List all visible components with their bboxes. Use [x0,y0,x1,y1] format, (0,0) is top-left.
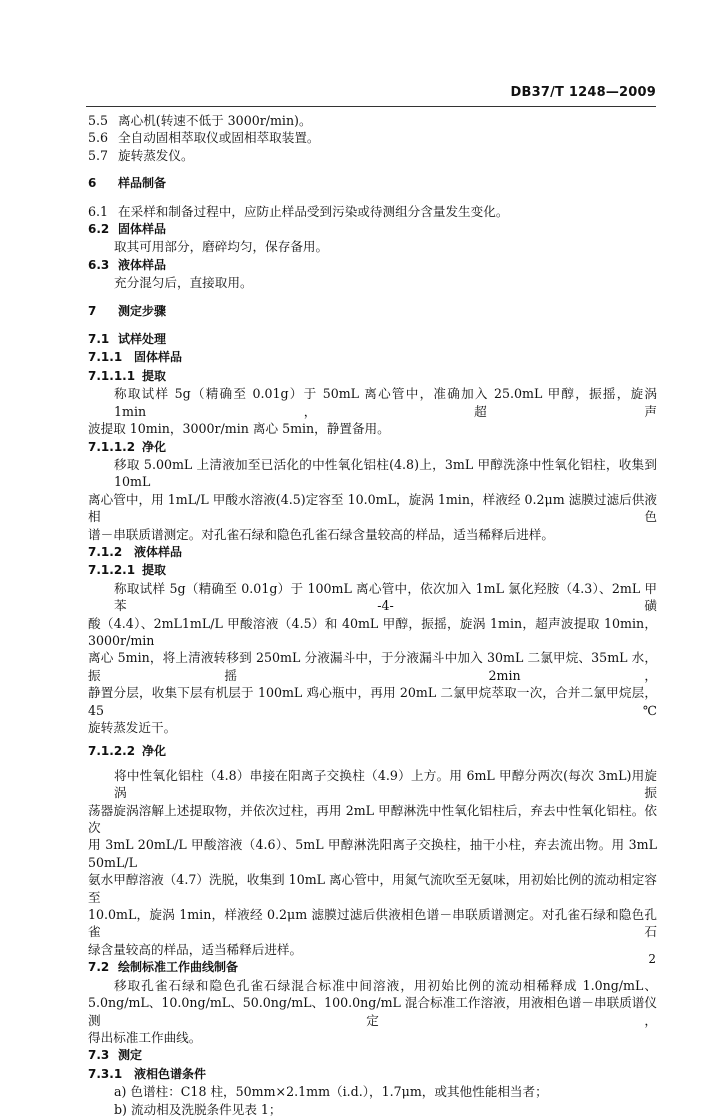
clause-title: 提取 [142,563,167,578]
list-item-a: a) 色谱柱：C18 柱，50mm×2.1mm（i.d.），1.7μm，或其他性能相当者； [114,1084,548,1100]
section-number: 7 [88,303,97,318]
clause-number: 7.3.1 [88,1066,123,1081]
heading-7-3 [88,1046,657,1064]
clause-number: 5.5 [88,113,109,128]
clause-number: 7.1.1.2 [88,439,136,454]
paragraph-line: 氨水甲醇溶液（4.7）洗脱，收集到 10mL 离心管中，用氮气流吹至无氨味，用初始比例的流动相定容至 [88,872,657,905]
clause-number: 7.3 [88,1048,110,1063]
list-item-b: b) 流动相及洗脱条件见表 1； [114,1101,282,1117]
heading-7-3-1 [88,1065,657,1083]
clause-title: 液相色谱条件 [134,1066,207,1081]
clause-text: 在采样和制备过程中，应防止样品受到污染或待测组分含量发生变化。 [118,203,509,219]
paragraph-line: 酸（4.4）、2mL1mL/L 甲酸溶液（4.5）和 40mL 甲醇，振摇，旋涡 1min，超声波提取 10min，3000r/min [88,615,657,648]
heading-7-1-2-2 [88,742,657,760]
clause-number: 7.1.1 [88,350,123,365]
paragraph-line: 离心 5min，将上清液转移到 250mL 分液漏斗中，于分液漏斗中加入 30mL 二氯甲烷、35mL 水，振摇 2min， [88,650,657,683]
heading-7-1-2-1 [88,561,657,579]
clause-number: 7.1.2.2 [88,744,136,759]
clause-number: 5.7 [88,147,109,163]
clause-text: 旋转蒸发仪。 [118,147,194,163]
clause-title: 绘制标准工作曲线制备 [118,960,239,975]
document-code: DB37/T 1248—2009 [510,85,656,100]
heading-7-1-1-1 [88,367,657,385]
paragraph-line: 离心管中，用 1mL/L 甲酸水溶液(4.5)定容至 10.0mL，旋涡 1min，样液经 0.2μm 滤膜过滤后供液相色 [88,491,657,525]
paragraph-line: 用 3mL 20mL/L 甲酸溶液（4.6）、5mL 甲醇淋洗阳离子交换柱，抽干小柱，弃去流出物。用 3mL 50mL/L [88,837,657,870]
clause-number: 6.1 [88,203,109,219]
paragraph-line: 绿含量较高的样品，适当稀释后进样。 [88,941,303,957]
paragraph-line: 静置分层，收集下层有机层于 100mL 鸡心瓶中，再用 20mL 二氯甲烷萃取一次，合并二氯甲烷层，45℃ [88,685,657,718]
heading-6-2 [88,220,657,238]
paragraph-6-3: 充分混匀后，直接取用。 [114,275,253,291]
paragraph-line: 称取试样 5g（精确至 0.01g）于 100mL 离心管中，依次加入 1mL 氯化羟胺（4.3）、2mL 甲苯-4-磺 [114,580,657,614]
heading-7-1-1-2 [88,438,657,456]
section-7-heading [88,302,657,320]
clause-title: 净化 [142,744,167,759]
clause-number: 7.1.2 [88,544,123,559]
heading-7-1-1 [88,348,657,366]
paragraph-line: 10.0mL，旋涡 1min，样液经 0.2μm 滤膜过滤后供液相色谱－串联质谱测定。对孔雀石绿和隐色孔雀石 [88,907,657,940]
heading-6-3 [88,256,657,274]
paragraph-line: 移取 5.00mL 上清液加至已活化的中性氧化铝柱(4.8)上，3mL 甲醇洗涤中性氧化铝柱，收集到 10mL [114,456,657,490]
clause-number: 7.1.1.1 [88,368,136,383]
clause-number: 7.1 [88,332,110,347]
section-title: 样品制备 [118,176,167,191]
clause-text: 离心机(转速不低于 3000r/min)。 [118,113,312,128]
item-5-5 [88,112,657,129]
heading-7-1 [88,330,657,348]
clause-title: 液体样品 [134,544,183,559]
page-body [88,112,657,1118]
clause-number: 6.2 [88,222,110,237]
clause-title: 测定 [118,1048,143,1063]
clause-number: 7.1.2.1 [88,563,136,578]
paragraph-line: 移取孔雀石绿和隐色孔雀石绿混合标准中间溶液，用初始比例的流动相稀释成 1.0ng/mL、 [114,977,657,993]
section-title: 测定步骤 [118,303,167,318]
clause-text: 全自动固相萃取仪或固相萃取装置。 [118,130,320,146]
clause-title: 提取 [142,368,167,383]
paragraph-line: 将中性氧化铝柱（4.8）串接在阳离子交换柱（4.9）上方。用 6mL 甲醇分两次(每次 3mL)用旋涡振 [114,767,657,801]
paragraph-line: 波提取 10min，3000r/min 离心 5min，静置备用。 [88,421,390,437]
paragraph-line: 谱－串联质谱测定。对孔雀石绿和隐色孔雀石绿含量较高的样品，适当稀释后进样。 [88,526,554,542]
clause-title: 固体样品 [118,222,167,237]
clause-title: 净化 [142,439,167,454]
clause-number: 7.2 [88,960,110,975]
paragraph-line: 旋转蒸发近干。 [88,720,177,735]
clause-title: 液体样品 [118,257,167,272]
clause-title: 固体样品 [134,350,183,365]
section-6-heading [88,174,657,192]
paragraph-line: 称取试样 5g（精确至 0.01g）于 50mL 离心管中，准确加入 25.0mL 甲醇，振摇，旋涡 1min，超声 [114,386,657,419]
item-5-6 [88,129,657,146]
section-number: 6 [88,176,97,191]
paragraph-line: 得出标准工作曲线。 [88,1029,202,1045]
clause-number: 6.3 [88,257,110,272]
item-5-7 [88,147,657,164]
clause-number: 5.6 [88,130,109,146]
header-rule [86,106,656,107]
clause-title: 试样处理 [118,332,167,347]
paragraph-line: 荡器旋涡溶解上述提取物，并依次过柱，再用 2mL 甲醇淋洗中性氧化铝柱后，弃去中性氧化铝柱。依次 [88,802,657,836]
page-number: 2 [648,952,656,966]
clause-6-1 [88,203,657,220]
paragraph-line: 5.0ng/mL、10.0ng/mL、50.0ng/mL、100.0ng/mL 混合标准工作溶液，用液相色谱－串联质谱仪测定， [88,995,657,1028]
heading-7-2 [88,958,657,976]
heading-7-1-2 [88,543,657,561]
paragraph-6-2: 取其可用部分，磨碎均匀，保存备用。 [114,239,329,255]
